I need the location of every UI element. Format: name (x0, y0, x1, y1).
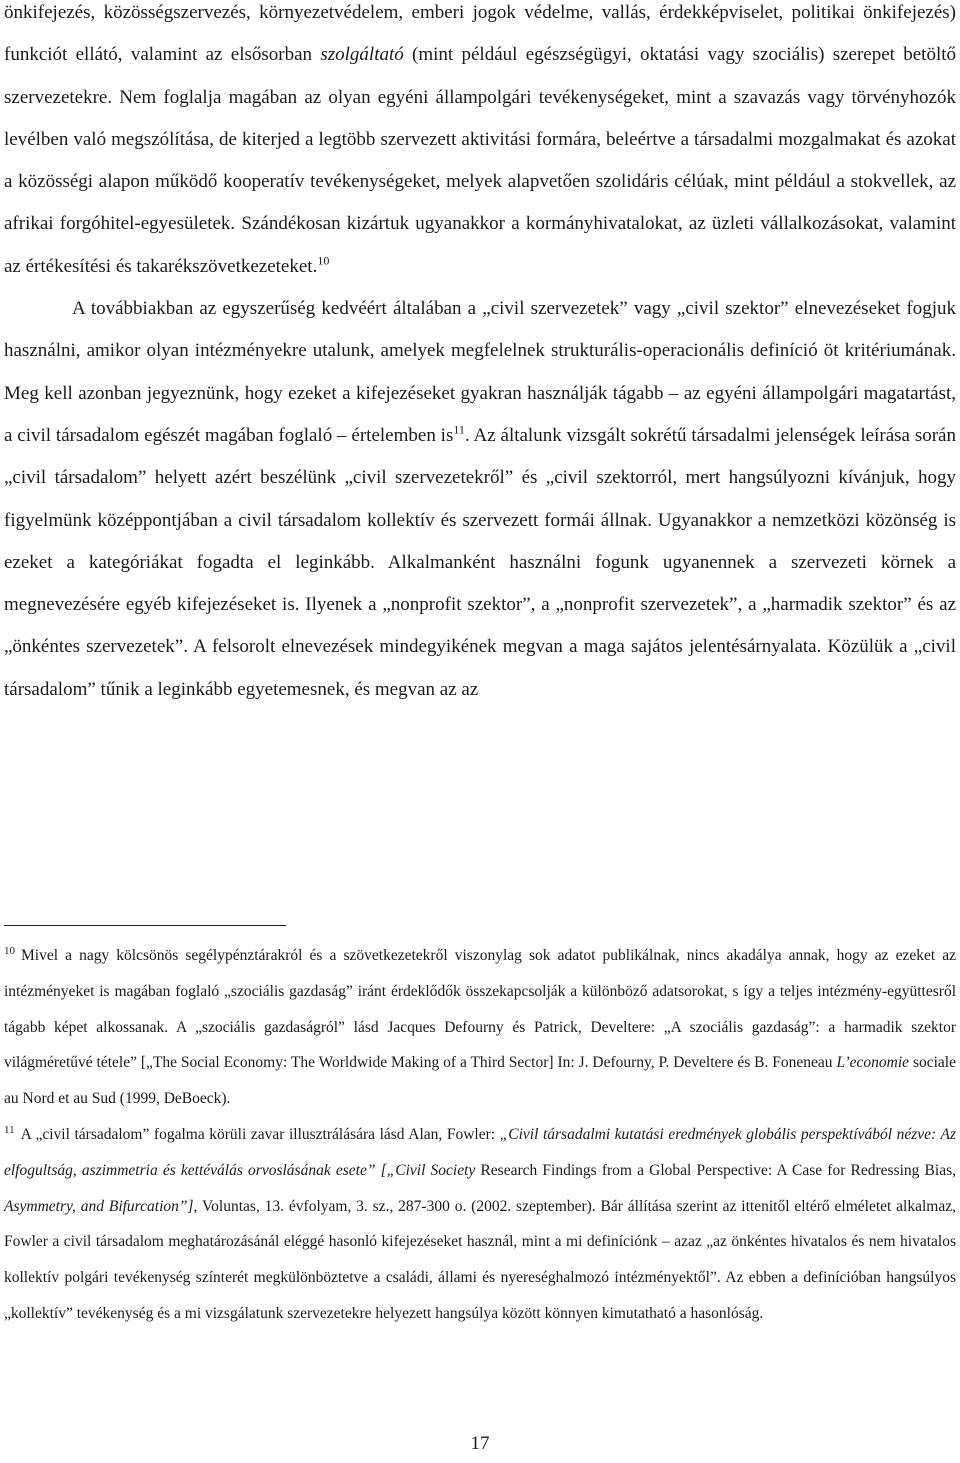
footnote-11-text-b: Research Findings from a Global Perspective: A Case for Redressing Bias, (475, 1161, 956, 1179)
footnote-10-text-end: sociale au Nord et au Sud (1999, DeBoeck). (4, 1054, 956, 1108)
footnote-10-text: Mivel a nagy kölcsönös segélypénztárakról és a szövetkezetekről viszonylag sok adatot publikálnak, nincs akadálya annak, hogy az ezeket az intézményeket is magában foglaló „szociális gazdaság” iránt érdeklődők összekapcsolják a különböző adatsorokat, s így a teljes intézmény-együttesről tágabb képet alkossanak. A „szociális gazdaságról” lásd Jacques Defourny és Patrick, Develtere: „A szociális gazdaság”: a harmadik szektor világméretűvé tétele” [„The Social Economy: The Worldwide Making of a Third Sector] In: J. Defourny, P. Develtere és B. Foneneau (4, 947, 956, 1072)
paragraph-1-text-end: (mint például egészségügyi, oktatási vagy szociális) szerepet betöltő szervezetekre. Nem foglalja magában az olyan egyéni állampolgári tevékenységeket, mint a szavazás vagy törvényhozók levélben való megszólítása, de kiterjed a legtöbb szervezett aktivitási formára, beleértve a társadalmi mozgalmakat és azokat a közösségi alapon működő kooperatív tevékenységeket, melyek alapvetően szolidáris célúak, mint például a stokvellek, az afrikai forgóhitel-egyesületek. Szándékosan kizártuk ugyanakkor a kormányhivatalokat, az üzleti vállalkozásokat, valamint az értékesítési és takarékszövetkezeteket. (4, 44, 956, 277)
footnote-ref-11[interactable]: 11 (453, 422, 465, 437)
footnote-divider (4, 925, 286, 926)
page-number: 17 (470, 1433, 490, 1454)
paragraph-2-text: A továbbiakban az egyszerűség kedvéért általában a „civil szervezetek” vagy „civil szektor” elnevezéseket fogjuk használni, amikor olyan intézményekre utalunk, amelyek megfelelnek strukturális-operacionális definíció öt kritériumának. Meg kell azonban jegyeznünk, hogy ezeket a kifejezéseket gyakran használják tágabb – az egyéni állampolgári magatartást, a civil társadalom egészét magában foglaló – értelemben is (4, 298, 956, 446)
paragraph-1-italic: szolgáltató (320, 44, 404, 66)
footnote-10 (4, 938, 956, 1117)
footnote-11 (4, 1117, 956, 1332)
footnote-ref-10[interactable]: 10 (317, 253, 330, 268)
footnote-11-italic-title-2: Asymmetry, and Bifurcation”] (4, 1197, 194, 1215)
paragraph-1-text: önkifejezés, közösségszervezés, környezetvédelem, emberi jogok védelme, vallás, érdekképviselet, politikai önkifejezés) funkciót ellátó, valamint az elsősorban (4, 2, 956, 66)
footnote-11-text: A „civil társadalom” fogalma körüli zavar illusztrálására lásd Alan, Fowler: (20, 1125, 500, 1143)
footnote-10-italic: L’economie (836, 1054, 910, 1072)
footnote-11-mark: 11 (4, 1123, 15, 1136)
footnote-11-text-c: , Voluntas, 13. évfolyam, 3. sz., 287-300 o. (2002. szeptember). Bár állítása szerint az ittenitől eltérő elméletet alkalmaz, Fowler a civil társadalom meghatározásánál eléggé hasonló kifejezéseket használ, mint a mi definíciónk – azaz „az önkéntes hivatalos és nem hivatalos kollektív polgári tevékenység színterét megkülönböztetve a családi, állami és nyereséghalmozó intézményektől”. Az ebben a definícióban hangsúlyos „kollektív” tevékenység és a mi vizsgálatunk szervezetekre helyezett hangsúlya között könnyen kimutatható a hasonlóság. (4, 1197, 956, 1322)
paragraph-2-text-cont: . Az általunk vizsgált sokrétű társadalmi jelenségek leírása során „civil társadalom” helyett azért beszélünk „civil szervezetekről” és „civil szektorról, mert hangsúlyozni kívánjuk, hogy figyelmünk középpontjában a civil társadalom kollektív és szervezett formái állnak. Ugyanakkor a nemzetközi közönség is ezeket a kategóriákat fogadta el leginkább. Alkalmanként használni fogunk ugyanennek a szervezeti körnek a megnevezésére egyéb kifejezéseket is. Ilyenek a „nonprofit szektor”, a „nonprofit szervezetek”, a „harmadik szektor” és az „önkéntes szervezetek”. A felsorolt elnevezések mindegyikének megvan a maga sajátos jelentésárnyalata. Közülük a „civil társadalom” tűnik a leginkább egyetemesnek, és megvan az az (4, 424, 956, 700)
footnotes (4, 938, 956, 1332)
footnote-10-mark: 10 (4, 944, 15, 957)
paragraph-1 (4, 0, 956, 288)
body-text (4, 0, 956, 711)
paragraph-2 (4, 288, 956, 711)
footnote-11-italic-title: „Civil társadalmi kutatási eredmények globális perspektívából nézve: Az elfogultság, aszimmetria és kettéválás orvoslásának esete” [„Civil Society (4, 1125, 956, 1179)
